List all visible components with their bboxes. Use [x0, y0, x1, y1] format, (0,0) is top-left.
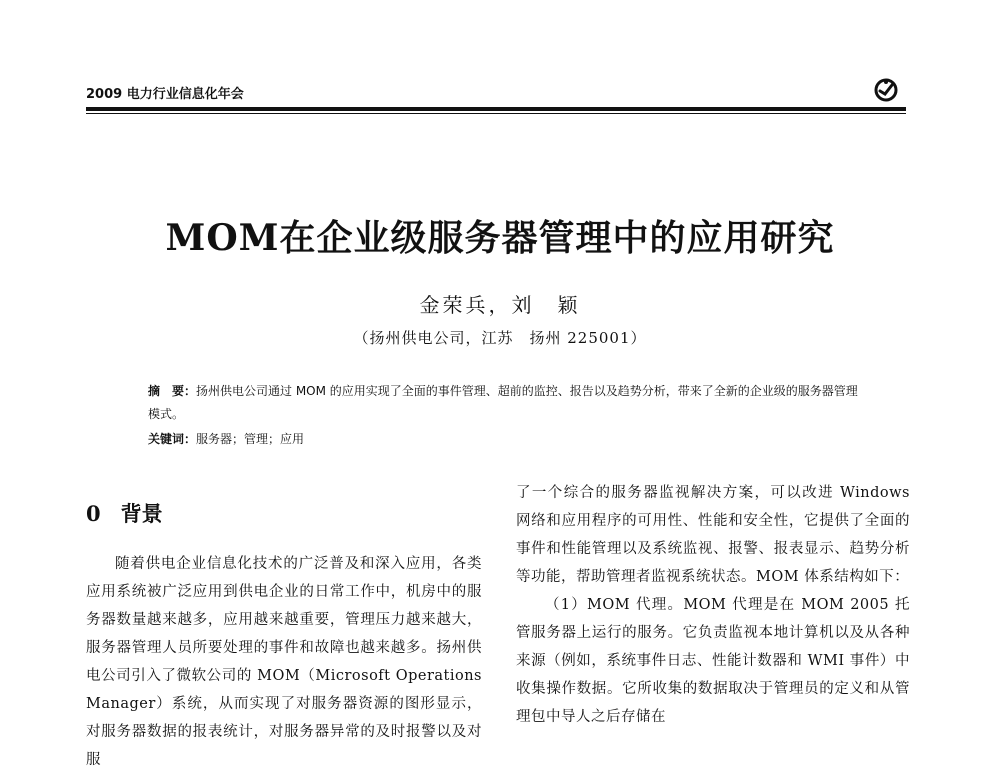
section-number: 0: [86, 501, 101, 526]
section-heading: [86, 498, 163, 528]
section-title: 背景: [120, 501, 163, 526]
paper-affiliation: （扬州供电公司，江苏 扬州 225001）: [353, 329, 647, 347]
body-paragraph: （1）MOM 代理。MOM 代理是在 MOM 2005 托管服务器上运行的服务。它负责监视本地计算机以及从各种来源（例如，系统事件日志、性能计数器和 WMI 事件）中收集操作数据。它所收集的数据取决于管理员的定义和从管理包中导人之后存储在: [516, 597, 910, 725]
header-rule-thin: [86, 113, 906, 114]
body-column-right: [516, 479, 910, 731]
header-rule-thick: [86, 107, 906, 111]
conference-logo-icon: [874, 78, 898, 102]
abstract-text: 扬州供电公司通过 MOM 的应用实现了全面的事件管理、超前的监控、报告以及趋势分析，带来了全新的企业级的服务器管理模式。: [148, 384, 858, 421]
conference-title: 2009 电力行业信息化年会: [86, 87, 244, 102]
abstract: [148, 380, 858, 426]
keywords: [148, 428, 858, 451]
paper-authors: 金荣兵，刘 颖: [419, 293, 581, 317]
body-column-left: [86, 550, 482, 774]
keywords-label: 关键词：: [148, 432, 197, 446]
body-paragraph: 随着供电企业信息化技术的广泛普及和深入应用，各类应用系统被广泛应用到供电企业的日常工作中，机房中的服务器数量越来越多，应用越来越重要，管理压力越来越大，服务器管理人员所要处理的事件和故障也越来越多。扬州供电公司引入了微软公司的 MOM（Microsoft Operations Manager）系统，从而实现了对服务器资源的图形显示，对服务器数据的报表统计，对服务器异常的及时报警以及对服: [86, 556, 482, 768]
keywords-text: 服务器；管理；应用: [196, 432, 305, 446]
body-paragraph: 了一个综合的服务器监视解决方案，可以改进 Windows 网络和应用程序的可用性、性能和安全性，它提供了全面的事件和性能管理以及系统监视、报警、报表显示、趋势分析等功能，帮助管理者监视系统状态。MOM 体系结构如下：: [516, 485, 910, 585]
abstract-label: 摘 要：: [148, 384, 197, 398]
paper-title: MOM在企业级服务器管理中的应用研究: [165, 217, 835, 259]
